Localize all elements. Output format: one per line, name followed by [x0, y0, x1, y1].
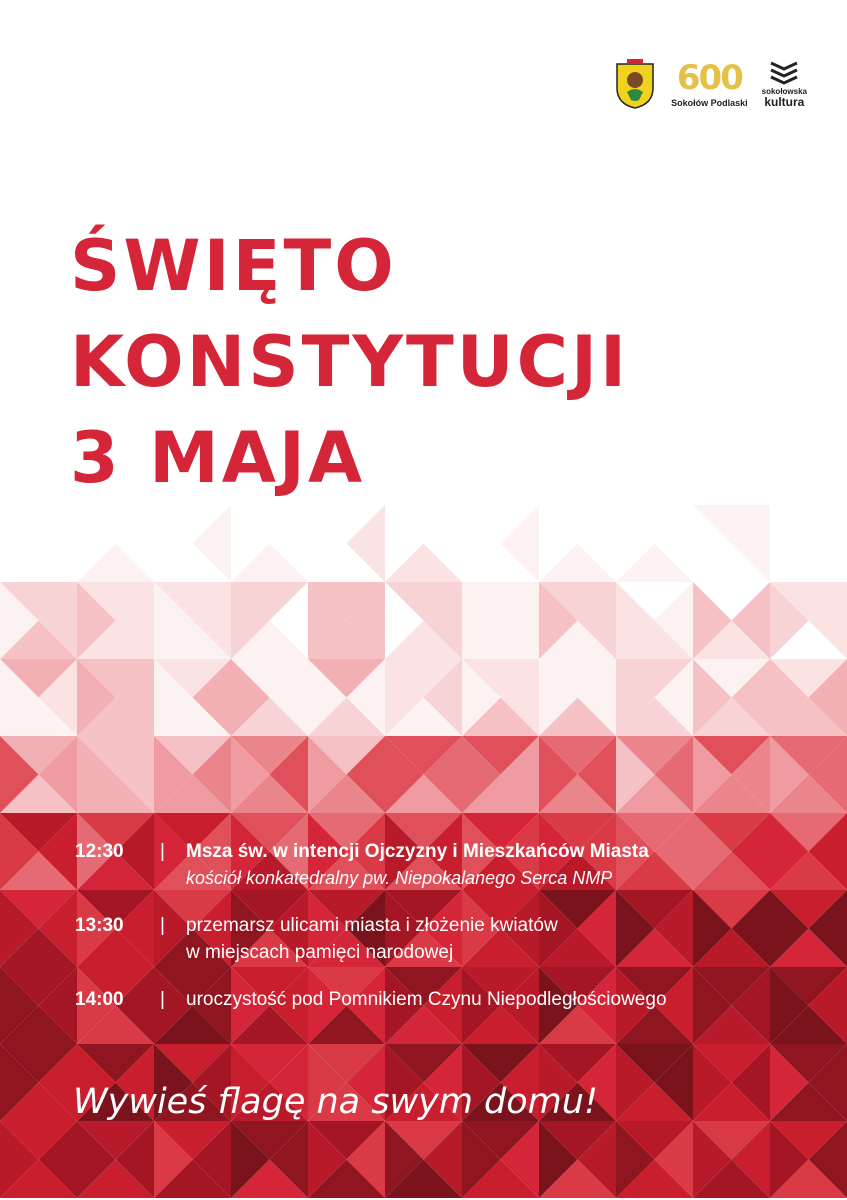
- event-venue: kościół konkatedralny pw. Niepokalanego Serca NMP: [186, 868, 613, 888]
- title-line-2: KONSTYTUCJI: [70, 321, 630, 403]
- mosaic-triangle: [77, 544, 154, 583]
- event-title: przemarsz ulicami miasta i złożenie kwiatów: [186, 915, 558, 936]
- mosaic-triangle: [539, 544, 616, 583]
- title-line-3: 3 MAJA: [70, 417, 366, 499]
- event-separator: |: [160, 989, 165, 1010]
- event-title: Msza św. w intencji Ojczyzny i Mieszkańców Miasta: [186, 841, 649, 862]
- mosaic-triangle: [193, 505, 232, 582]
- mosaic-triangle: [39, 505, 78, 582]
- event-title-continued: w miejscach pamięci narodowej: [186, 942, 454, 963]
- city-crest-icon: [613, 58, 657, 110]
- schedule-item: [75, 986, 815, 1014]
- event-time: 13:30: [75, 915, 124, 936]
- schedule-item: [75, 912, 815, 966]
- book-stack-icon: [767, 59, 801, 87]
- event-schedule: [75, 838, 815, 1034]
- event-separator: |: [160, 841, 165, 862]
- poster-title: [70, 218, 629, 506]
- event-details: [186, 912, 815, 966]
- event-details: [186, 986, 815, 1014]
- event-details: [186, 838, 815, 892]
- event-time: 12:30: [75, 841, 124, 862]
- sokolowska-kultura-logo: [762, 59, 807, 109]
- mosaic-triangle: [385, 544, 462, 583]
- logo-bar: [613, 52, 807, 116]
- mosaic-triangle: [501, 505, 540, 582]
- anniversary-caption: Sokołów Podlaski: [671, 98, 748, 108]
- anniversary-number: 600: [676, 58, 742, 98]
- schedule-item: [75, 838, 815, 892]
- culture-logo-small: sokołowska: [761, 87, 807, 96]
- event-time: 14:00: [75, 989, 124, 1010]
- title-line-1: ŚWIĘTO: [70, 225, 397, 307]
- event-title: uroczystość pod Pomnikiem Czynu Niepodległościowego: [186, 989, 667, 1010]
- culture-logo-big: kultura: [764, 95, 805, 109]
- flag-slogan: Wywieś flagę na swym domu!: [73, 1082, 598, 1122]
- event-separator: |: [160, 915, 165, 936]
- mosaic-triangle: [385, 505, 462, 544]
- mosaic-triangle: [347, 505, 386, 582]
- anniversary-600-logo: [671, 60, 748, 108]
